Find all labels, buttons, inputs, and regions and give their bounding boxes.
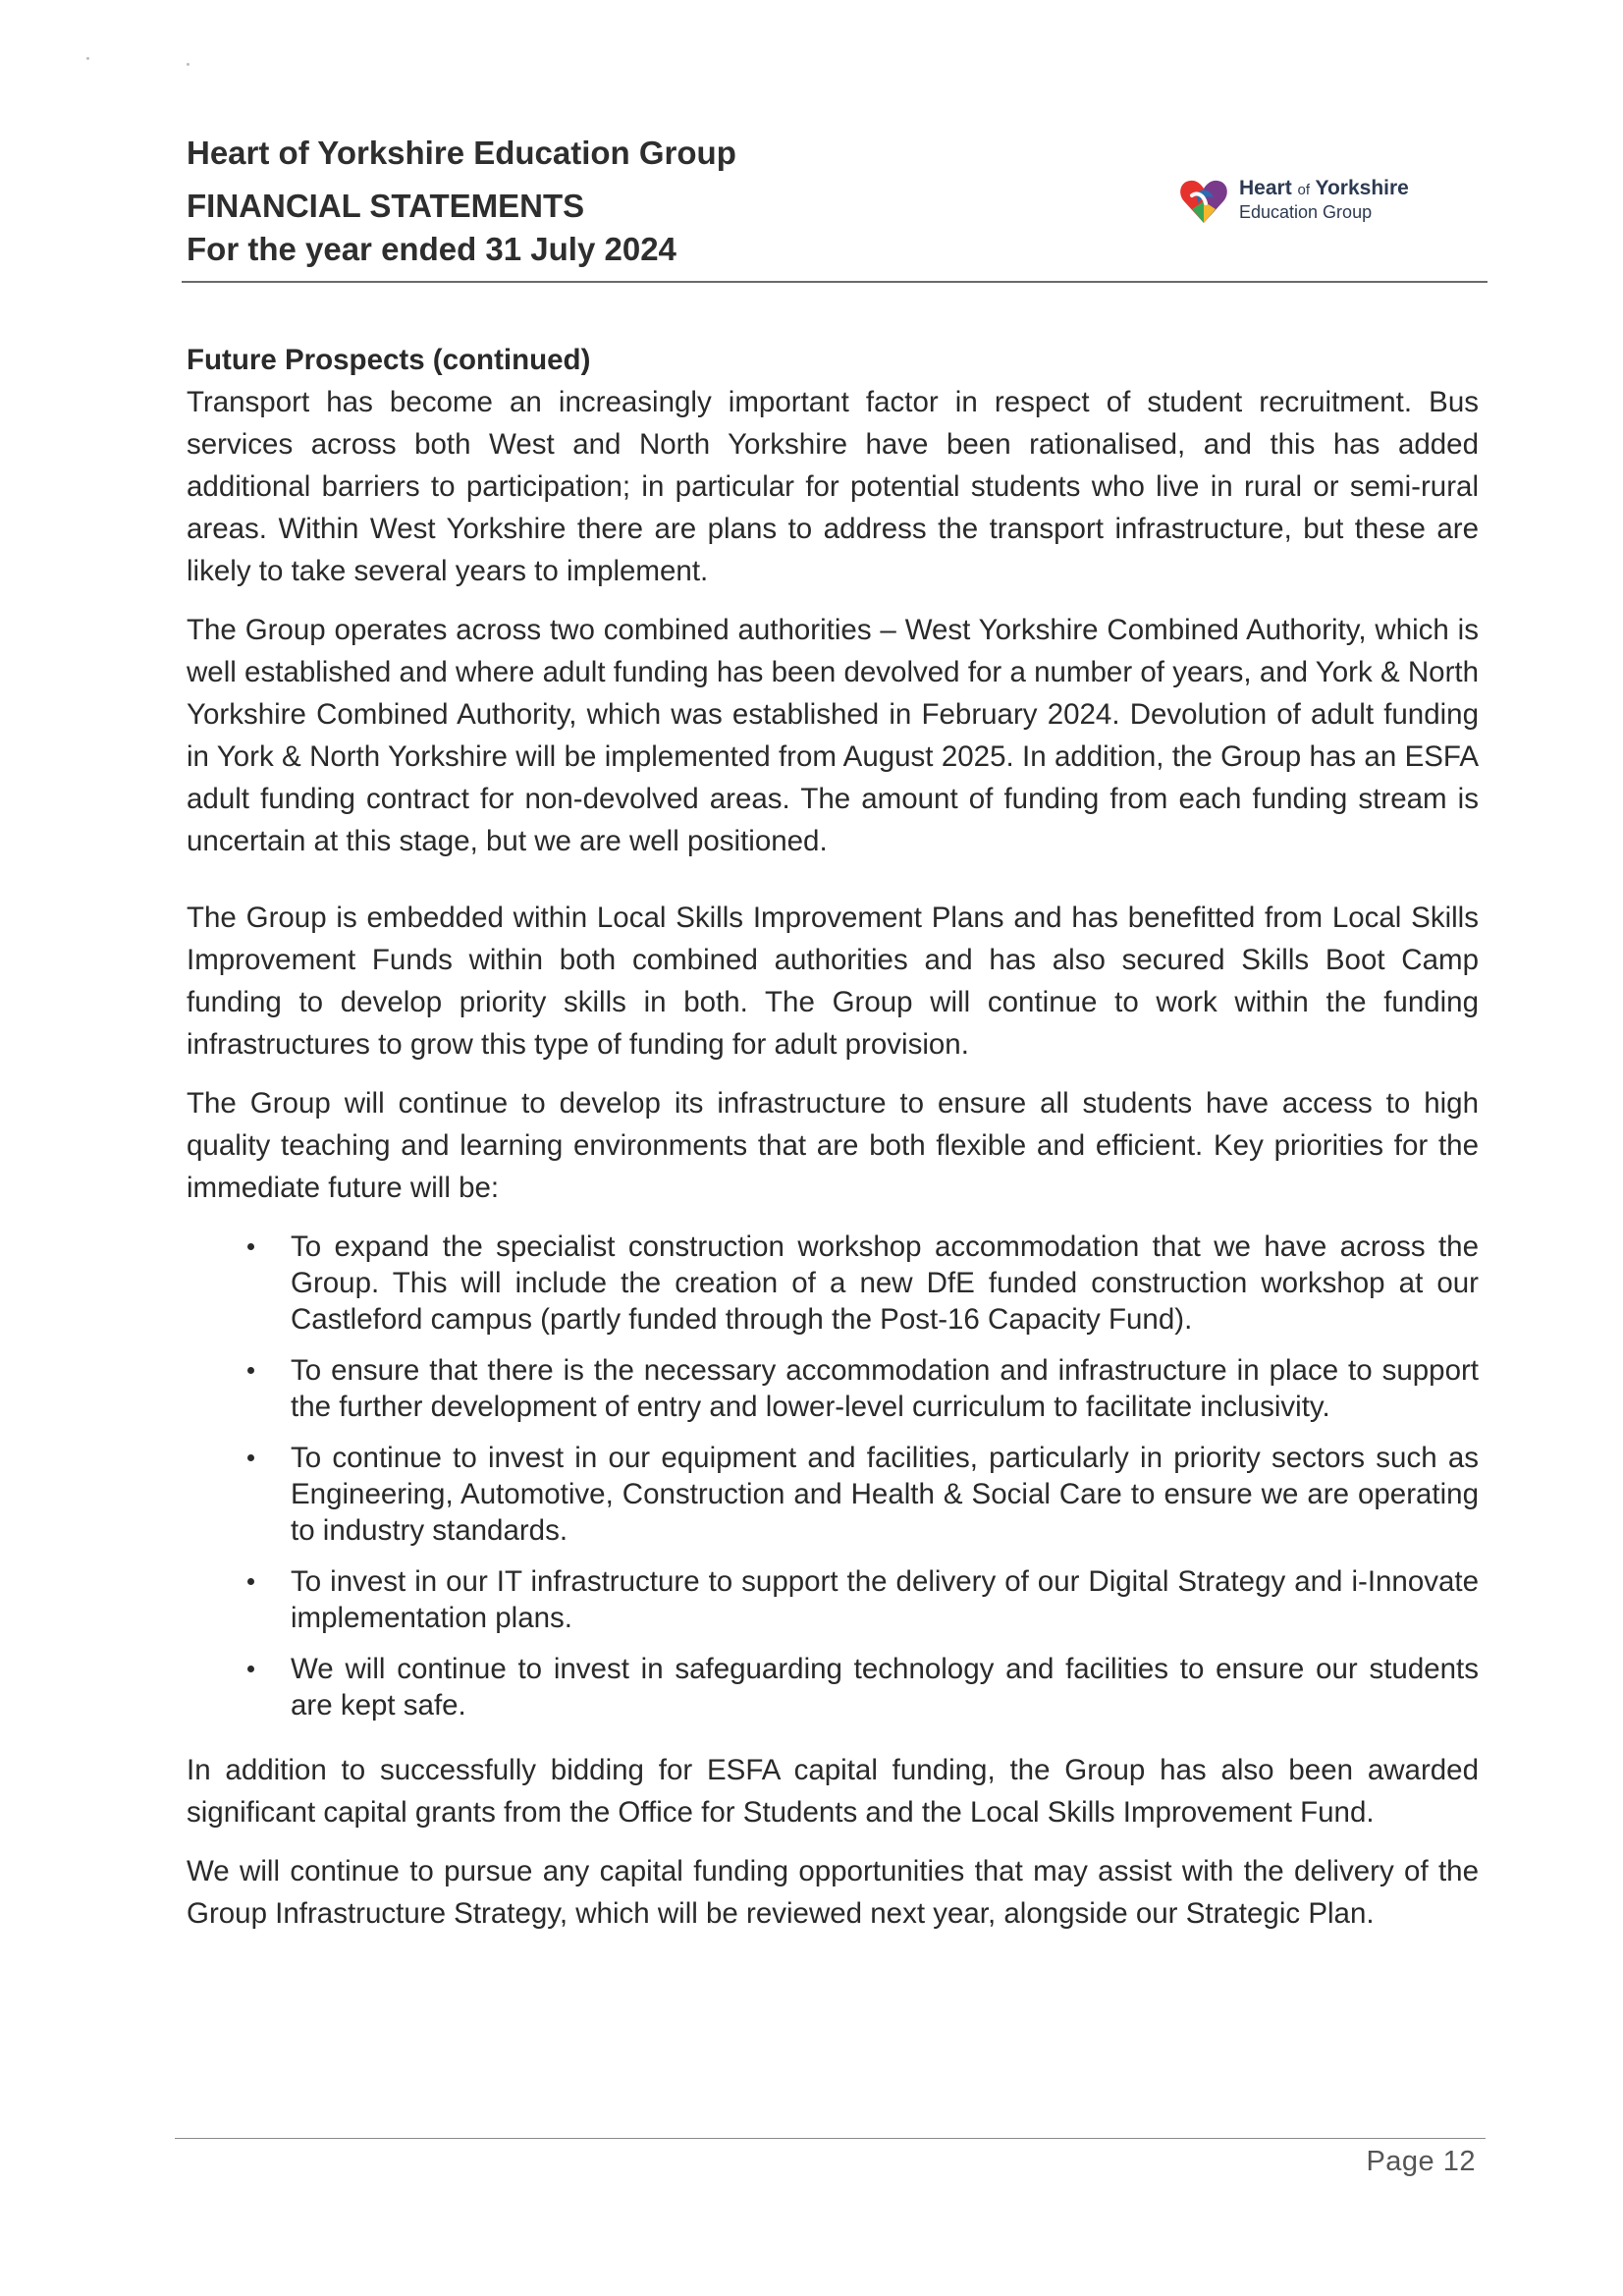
bullet-icon (247, 1243, 254, 1250)
organisation-name: Heart of Yorkshire Education Group (187, 135, 736, 171)
list-item-text: To expand the specialist construction workshop accommodation that we have across the Group. This will include the creation of a new DfE funded construction workshop at our Castleford campus (partly funded through the Post-16 Capacity Fund). (291, 1230, 1479, 1336)
paragraph-capital-funding: We will continue to pursue any capital funding opportunities that may assist with the delivery of the Group Infrastructure Strategy, which will be reviewed next year, alongside our Strategic Plan. (187, 1855, 1479, 1930)
logo-word-heart: Heart (1239, 177, 1292, 199)
list-item-text: To invest in our IT infrastructure to support the delivery of our Digital Strategy and i-Innovate implementation plans. (291, 1565, 1479, 1634)
list-item (187, 1352, 1479, 1425)
paragraph-infrastructure: The Group will continue to develop its infrastructure to ensure all students have access to high quality teaching and learning environments that are both flexible and efficient. Key priorities for the immediate future will be: (187, 1087, 1479, 1204)
paragraph-transport: Transport has become an increasingly important factor in respect of student recruitment. Bus services across both West and North Yorkshire have been rationalised, and this has added additional barriers to participation; in particular for potential students who live in rural or semi-rural areas. Within West Yorkshire there are plans to address the transport infrastructure, but these are likely to take several years to implement. (187, 386, 1479, 587)
list-item (187, 1563, 1479, 1636)
paragraph-capital-grants: In addition to successfully bidding for ESFA capital funding, the Group has also been awarded significant capital grants from the Office for Students and the Local Skills Improvement Fund. (187, 1754, 1479, 1829)
heart-logo-icon (1176, 174, 1231, 229)
logo-wordmark-line1 (1239, 178, 1409, 201)
bullet-icon (247, 1578, 254, 1585)
logo-word-yorkshire: Yorkshire (1315, 177, 1409, 199)
bullet-icon (247, 1367, 254, 1374)
document-title: FINANCIAL STATEMENTS (187, 188, 585, 224)
list-item-text: To ensure that there is the necessary accommodation and infrastructure in place to support the further development of entry and lower-level curriculum to facilitate inclusivity. (291, 1354, 1479, 1423)
bullet-icon (247, 1454, 254, 1461)
logo-wordmark-line2: Education Group (1239, 202, 1373, 222)
organisation-logo (1176, 172, 1471, 231)
list-item (187, 1229, 1479, 1338)
header-divider (182, 281, 1488, 283)
scan-speck (187, 63, 189, 66)
paragraph-combined-authorities: The Group operates across two combined authorities – West Yorkshire Combined Authority, which is well established and where adult funding has been devolved for a number of years, and York & North Yorkshire Combined Authority, which was established in February 2024. Devolution of adult funding in York & North Yorkshire will be implemented from August 2025. In addition, the Group has an ESFA adult funding contract for non-devolved areas. The amount of funding from each funding stream is uncertain at this stage, but we are well positioned. (187, 614, 1479, 857)
logo-wordmark (1239, 178, 1409, 223)
list-item (187, 1440, 1479, 1549)
scan-speck (86, 57, 89, 60)
section-heading: Future Prospects (continued) (187, 344, 591, 376)
list-item-text: To continue to invest in our equipment and facilities, particularly in priority sectors such as Engineering, Automotive, Construction and Health & Social Care to ensure we are operating to industry standards. (291, 1442, 1479, 1547)
list-item-text: We will continue to invest in safeguarding technology and facilities to ensure our students are kept safe. (291, 1653, 1479, 1722)
bullet-icon (247, 1666, 254, 1672)
page-number: Page 12 (1366, 2146, 1476, 2177)
list-item (187, 1651, 1479, 1723)
reporting-period: For the year ended 31 July 2024 (187, 231, 676, 267)
paragraph-skills-improvement: The Group is embedded within Local Skills Improvement Plans and has benefitted from Local Skills Improvement Funds within both combined authorities and has also secured Skills Boot Camp funding to develop priority skills in both. The Group will continue to work within the funding infrastructures to grow this type of funding for adult provision. (187, 902, 1479, 1061)
priorities-list (187, 1229, 1479, 1723)
page-content (187, 339, 1479, 1935)
footer-divider (175, 2138, 1486, 2139)
logo-word-of: of (1297, 182, 1311, 198)
